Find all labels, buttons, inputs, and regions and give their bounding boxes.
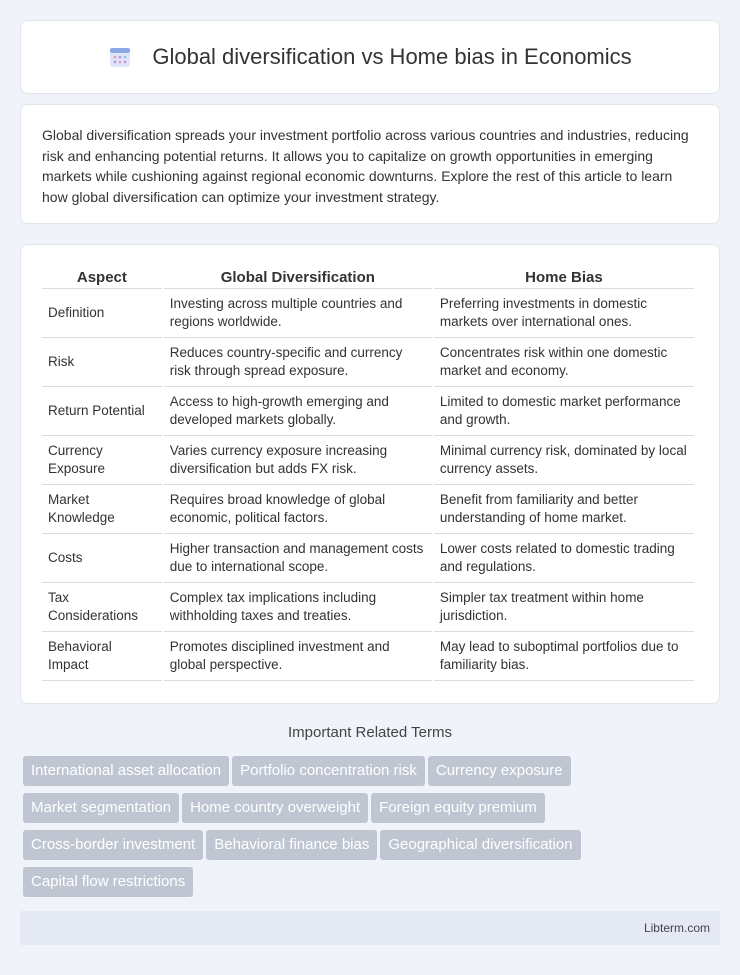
comparison-table-card [20,244,720,704]
footer-site-link[interactable]: Libterm.com [643,921,710,935]
table-header-row [42,267,694,289]
page-title: Global diversification vs Home bias in Economics [152,44,632,69]
column-header-global: Global Diversification [164,267,432,289]
row-aspect: Costs [42,534,162,583]
row-home: May lead to suboptimal portfolios due to familiarity bias. [434,632,694,681]
row-home: Minimal currency risk, dominated by local currency assets. [434,436,694,485]
row-aspect: Currency Exposure [42,436,162,485]
related-terms-title: Important Related Terms [288,724,452,741]
table-row [42,387,694,436]
row-global: Reduces country-specific and currency risk through spread exposure. [164,338,432,387]
row-aspect: Market Knowledge [42,485,162,534]
footer [20,911,720,945]
row-home: Lower costs related to domestic trading and regulations. [434,534,694,583]
calendar-icon [108,45,132,69]
row-aspect: Return Potential [42,387,162,436]
related-term-tag[interactable]: Home country overweight [182,793,368,823]
table-row [42,583,694,632]
related-term-tag[interactable]: Currency exposure [428,756,571,786]
row-aspect: Definition [42,289,162,338]
table-row [42,338,694,387]
row-home: Simpler tax treatment within home jurisdiction. [434,583,694,632]
related-term-tag[interactable]: Behavioral finance bias [206,830,377,860]
row-aspect: Tax Considerations [42,583,162,632]
header-card [20,20,720,94]
row-aspect: Behavioral Impact [42,632,162,681]
row-global: Requires broad knowledge of global economic, political factors. [164,485,432,534]
column-header-aspect: Aspect [42,267,162,289]
row-global: Varies currency exposure increasing diversification but adds FX risk. [164,436,432,485]
row-global: Investing across multiple countries and regions worldwide. [164,289,432,338]
related-term-tag[interactable]: Portfolio concentration risk [232,756,425,786]
table-row [42,436,694,485]
row-global: Promotes disciplined investment and global perspective. [164,632,432,681]
row-home: Benefit from familiarity and better understanding of home market. [434,485,694,534]
comparison-table [40,267,696,681]
related-term-tag[interactable]: International asset allocation [23,756,229,786]
table-row [42,289,694,338]
intro-card [20,104,720,224]
row-aspect: Risk [42,338,162,387]
row-home: Preferring investments in domestic markets over international ones. [434,289,694,338]
row-global: Complex tax implications including withholding taxes and treaties. [164,583,432,632]
related-term-tag[interactable]: Market segmentation [23,793,179,823]
related-terms-tags [23,756,723,904]
table-row [42,534,694,583]
column-header-home: Home Bias [434,267,694,289]
related-term-tag[interactable]: Geographical diversification [380,830,580,860]
related-term-tag[interactable]: Cross-border investment [23,830,203,860]
row-home: Limited to domestic market performance and growth. [434,387,694,436]
row-home: Concentrates risk within one domestic market and economy. [434,338,694,387]
row-global: Access to high-growth emerging and developed markets globally. [164,387,432,436]
row-global: Higher transaction and management costs due to international scope. [164,534,432,583]
related-term-tag[interactable]: Foreign equity premium [371,793,545,823]
table-row [42,632,694,681]
intro-text: Global diversification spreads your investment portfolio across various countries and industries, reducing risk and enhancing potential returns. It allows you to capitalize on growth opportunities in emerging markets while cushioning against regional economic downturns. Explore the rest of this article to learn how global diversification can optimize your investment strategy. [42,127,689,205]
related-term-tag[interactable]: Capital flow restrictions [23,867,193,897]
table-row [42,485,694,534]
